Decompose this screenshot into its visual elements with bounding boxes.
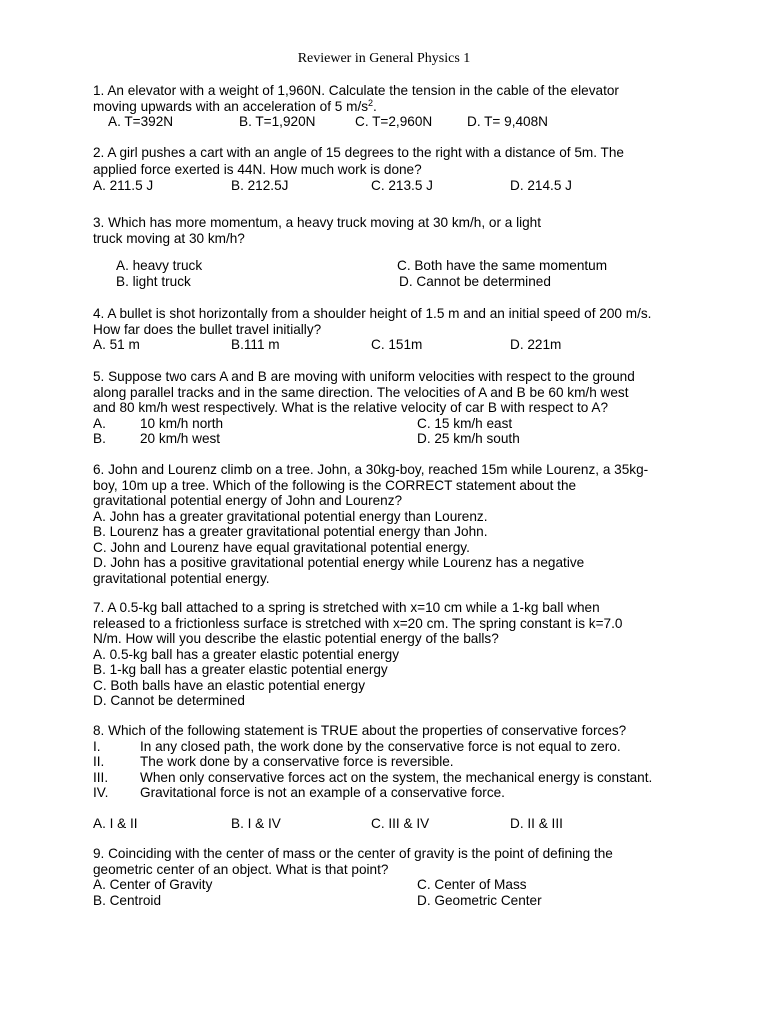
question-text: boy, 10m up a tree. Which of the following is the CORRECT statement about the xyxy=(93,477,577,493)
choice-d-continued: gravitational potential energy. xyxy=(93,570,270,586)
choice-c: C. 15 km/h east xyxy=(417,415,513,431)
choice-c: C. 151m xyxy=(371,337,423,352)
choice-d: D. Cannot be determined xyxy=(93,693,245,708)
choice-c: C. Both balls have an elastic potential energy xyxy=(93,677,366,693)
question-text: 5. Suppose two cars A and B are moving with uniform velocities with respect to the ground xyxy=(93,369,635,384)
choice-d: D. T= 9,408N xyxy=(467,114,548,129)
question-text: geometric center of an object. What is that point? xyxy=(93,861,389,877)
question-text: truck moving at 30 km/h? xyxy=(93,230,245,246)
question-5 xyxy=(93,369,688,447)
question-text: 8. Which of the following statement is TRUE about the properties of conservative forces? xyxy=(93,723,627,738)
choice-d: D. Cannot be determined xyxy=(399,273,551,289)
choices-row xyxy=(93,114,688,130)
choice-b: B. T=1,920N xyxy=(239,114,316,129)
choice-c: C. John and Lourenz have equal gravitational potential energy. xyxy=(93,539,470,555)
question-text: moving upwards with an acceleration of 5 $m/s^2$. xyxy=(93,97,377,114)
choice-a: A. heavy truck xyxy=(116,258,203,273)
question-text: 6. John and Lourenz climb on a tree. John, a 30kg-boy, reached 15m while Lourenz, a 35kg- xyxy=(93,462,649,477)
choice-a: A. John has a greater gravitational potential energy than Lourenz. xyxy=(93,508,488,524)
question-text: N/m. How will you describe the elastic potential energy of the balls? xyxy=(93,631,499,646)
question-2 xyxy=(93,145,688,194)
choice-a: A. I & II xyxy=(93,815,138,831)
question-text: 3. Which has more momentum, a heavy truck moving at 30 km/h, or a light xyxy=(93,215,542,230)
choice-d: D. John has a positive gravitational potential energy while Lourenz has a negative xyxy=(93,555,585,570)
choice-d: D. Geometric Center xyxy=(417,892,542,908)
choice-a: 10 km/h north xyxy=(140,415,224,431)
question-text: 9. Coinciding with the center of mass or the center of gravity is the point of defining the xyxy=(93,846,613,861)
question-text: gravitational potential energy of John and Lourenz? xyxy=(93,493,403,508)
question-3 xyxy=(93,215,688,289)
choice-b: 20 km/h west xyxy=(140,431,221,446)
question-text: and 80 km/h west respectively. What is the relative velocity of car B with respect to A? xyxy=(93,400,609,415)
question-8 xyxy=(93,723,688,831)
choice-b: B. I & IV xyxy=(231,815,281,831)
choice-a: A. 51 m xyxy=(93,337,140,352)
question-text: 4. A bullet is shot horizontally from a shoulder height of 1.5 m and an initial speed of 200 m/s. xyxy=(93,306,652,321)
question-text: 7. A 0.5-kg ball attached to a spring is stretched with x=10 cm while a 1-kg ball when xyxy=(93,600,600,615)
question-9 xyxy=(93,846,688,908)
question-text: along parallel tracks and in the same direction. The velocities of A and B be 60 km/h west xyxy=(93,384,629,400)
choice-a-letter: A. xyxy=(93,415,106,431)
choice-b: B. 1-kg ball has a greater elastic potential energy xyxy=(93,662,388,677)
statement-item: II. The work done by a conservative force is reversible. xyxy=(93,754,454,769)
choice-c: C. T=2,960N xyxy=(355,114,433,129)
question-4 xyxy=(93,306,688,353)
choice-c: C. III & IV xyxy=(371,815,430,831)
page-title: Reviewer in General Physics 1 xyxy=(297,51,471,66)
choice-d: D. 221m xyxy=(510,337,562,352)
choice-c: C. 213.5 J xyxy=(371,178,433,193)
choice-b: B. Lourenz has a greater gravitational potential energy than John. xyxy=(93,524,488,539)
choice-a: A. Center of Gravity xyxy=(93,877,213,892)
choices-row xyxy=(93,416,688,432)
question-6 xyxy=(93,462,688,586)
choice-d: D. II & III xyxy=(510,815,563,831)
choices-row xyxy=(93,893,688,909)
choice-c: C. Center of Mass xyxy=(417,877,527,892)
choice-b: B. 212.5J xyxy=(231,178,289,193)
choices-row xyxy=(93,274,688,290)
choice-b: B.111 m xyxy=(231,337,280,352)
choice-a: A. 211.5 J xyxy=(93,178,154,193)
question-text: 1. An elevator with a weight of 1,960N. Calculate the tension in the cable of the elevator xyxy=(93,83,619,98)
question-text: How far does the bullet travel initially? xyxy=(93,321,322,337)
choices-row xyxy=(93,431,688,447)
choices-row xyxy=(93,178,688,194)
choices-row xyxy=(93,258,688,274)
choice-a: A. 0.5-kg ball has a greater elastic potential energy xyxy=(93,646,400,662)
choices-row xyxy=(93,877,688,893)
choice-b-letter: B. xyxy=(93,431,106,446)
question-text: 2. A girl pushes a cart with an angle of 15 degrees to the right with a distance of 5m. The xyxy=(93,145,624,160)
choice-a: A. T=392N xyxy=(108,114,174,129)
choice-b: B. Centroid xyxy=(93,892,162,908)
statement-item: I. In any closed path, the work done by the conservative force is not equal to zero. xyxy=(93,738,621,754)
choice-d: D. 25 km/h south xyxy=(417,431,520,446)
statement-item: III. When only conservative forces act on the system, the mechanical energy is constant. xyxy=(93,769,653,785)
choice-d: D. 214.5 J xyxy=(510,178,572,193)
question-text: released to a frictionless surface is stretched with x=20 cm. The spring constant is k=7.0 xyxy=(93,615,623,631)
question-text: applied force exerted is 44N. How much work is done? xyxy=(93,161,422,177)
statement-item: IV. Gravitational force is not an example of a conservative force. xyxy=(93,785,505,800)
choices-row xyxy=(93,816,688,832)
choice-b: B. light truck xyxy=(116,273,191,289)
question-1 xyxy=(93,83,688,130)
choices-row xyxy=(93,337,688,353)
question-7 xyxy=(93,600,688,709)
choice-c: C. Both have the same momentum xyxy=(397,258,608,273)
